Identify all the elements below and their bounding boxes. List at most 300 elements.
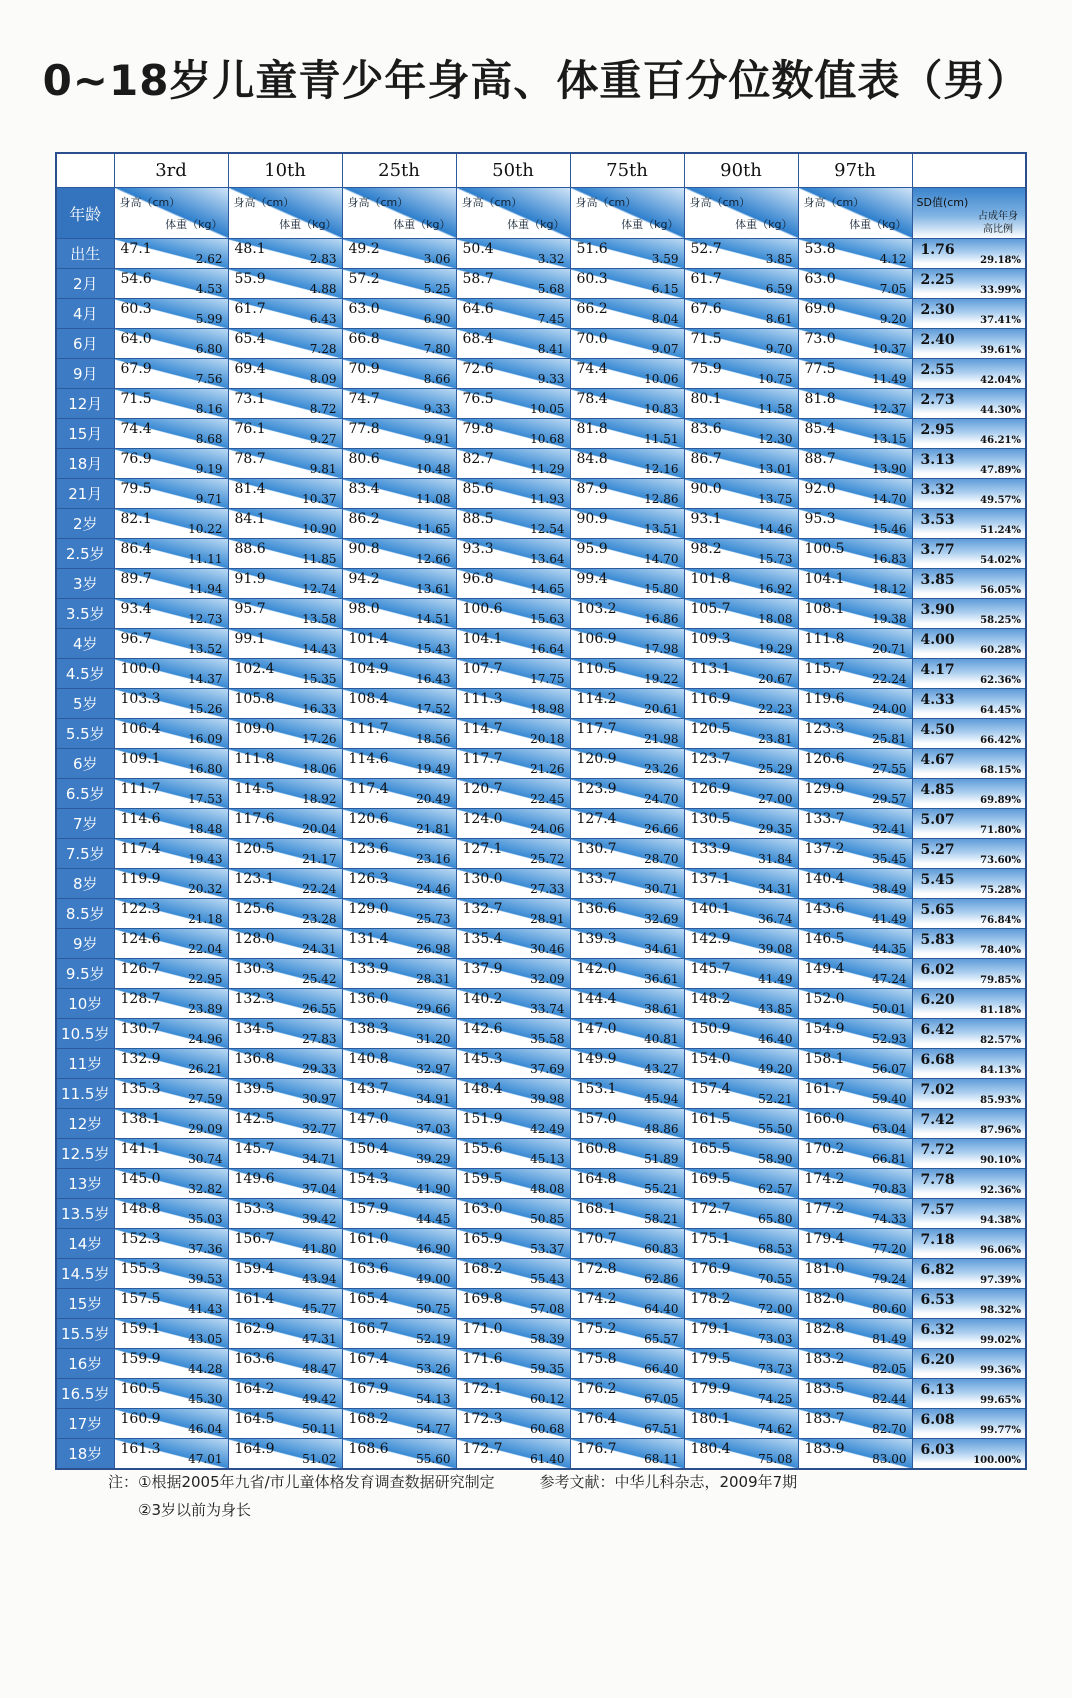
weight-value: 5.68 [537,282,565,296]
height-value: 107.7 [462,661,503,677]
height-value: 149.6 [234,1171,275,1187]
height-value: 125.6 [234,901,275,917]
height-weight-subheader [342,188,456,239]
weight-value: 74.33 [872,1212,907,1226]
height-value: 75.9 [690,361,722,377]
weight-value: 27.55 [872,762,907,776]
value-cell [798,449,912,479]
sd-cell [912,359,1026,389]
weight-value: 28.31 [416,972,451,986]
sd-cell [912,1109,1026,1139]
weight-value: 52.19 [416,1332,451,1346]
weight-value: 37.36 [188,1242,223,1256]
value-cell [114,719,228,749]
weight-value: 22.24 [872,672,907,686]
height-value: 77.5 [804,361,836,377]
height-value: 149.4 [804,961,845,977]
weight-value: 49.00 [416,1272,451,1286]
height-value: 153.3 [234,1201,275,1217]
table-row [56,1049,1026,1079]
height-value: 172.8 [576,1261,617,1277]
value-cell [228,839,342,869]
weight-value: 6.80 [195,342,223,356]
weight-value: 9.71 [195,492,223,506]
weight-value: 11.29 [530,462,565,476]
weight-value: 20.67 [758,672,793,686]
height-value: 140.4 [804,871,845,887]
weight-value: 11.11 [188,552,223,566]
value-cell [342,839,456,869]
ratio-value: 58.25% [980,615,1021,626]
value-cell [570,1409,684,1439]
weight-value: 9.27 [309,432,337,446]
height-value: 146.5 [804,931,845,947]
table-row [56,1139,1026,1169]
weight-value: 29.09 [188,1122,223,1136]
height-value: 82.1 [120,511,152,527]
sd-value: 6.32 [920,1322,955,1338]
value-cell [114,989,228,1019]
ratio-value: 100.00% [973,1455,1021,1466]
sd-cell [912,599,1026,629]
weight-value: 66.81 [872,1152,907,1166]
value-cell [798,509,912,539]
weight-value: 32.41 [872,822,907,836]
value-cell [342,1079,456,1109]
ratio-value: 90.10% [980,1155,1021,1166]
value-cell [228,1019,342,1049]
height-value: 111.3 [462,691,503,707]
value-cell [798,779,912,809]
height-value: 124.0 [462,811,503,827]
value-cell [570,1019,684,1049]
height-value: 149.9 [576,1051,617,1067]
height-value: 95.3 [804,511,836,527]
weight-value: 19.49 [416,762,451,776]
weight-value: 43.05 [188,1332,223,1346]
value-cell [342,239,456,269]
weight-value: 32.69 [644,912,679,926]
weight-value: 59.35 [530,1362,565,1376]
height-value: 137.2 [804,841,845,857]
value-cell [684,1229,798,1259]
height-value: 117.4 [120,841,161,857]
height-value: 98.2 [690,541,722,557]
height-value: 99.4 [576,571,608,587]
weight-value: 12.74 [302,582,337,596]
value-cell [570,839,684,869]
height-value: 126.9 [690,781,731,797]
value-cell [228,1259,342,1289]
value-cell [570,689,684,719]
weight-value: 5.99 [195,312,223,326]
weight-value: 45.77 [302,1302,337,1316]
value-cell [342,1019,456,1049]
value-cell [342,749,456,779]
height-value: 161.0 [348,1231,389,1247]
weight-value: 65.57 [644,1332,679,1346]
age-cell: 17岁 [56,1409,114,1439]
value-cell [114,1079,228,1109]
weight-value: 14.70 [872,492,907,506]
table-row [56,1289,1026,1319]
weight-value: 20.04 [302,822,337,836]
sd-cell [912,989,1026,1019]
weight-value: 8.41 [537,342,565,356]
weight-value: 15.43 [416,642,451,656]
value-cell [798,929,912,959]
weight-value: 18.92 [302,792,337,806]
ratio-value: 99.65% [980,1395,1021,1406]
height-value: 63.0 [348,301,380,317]
height-value: 64.6 [462,301,494,317]
height-value: 70.9 [348,361,380,377]
weight-value: 73.03 [758,1332,793,1346]
height-value: 90.8 [348,541,380,557]
value-cell [342,959,456,989]
height-value: 148.8 [120,1201,161,1217]
value-cell [684,689,798,719]
height-value: 95.9 [576,541,608,557]
height-value: 137.1 [690,871,731,887]
height-value: 159.4 [234,1261,275,1277]
weight-value: 9.33 [537,372,565,386]
value-cell [684,599,798,629]
table-row [56,1019,1026,1049]
table-row [56,1409,1026,1439]
sd-value: 3.85 [920,572,955,588]
sd-value: 6.20 [920,1352,955,1368]
value-cell [114,839,228,869]
table-row [56,1229,1026,1259]
height-value: 157.9 [348,1201,389,1217]
height-value: 180.4 [690,1441,731,1457]
height-value: 145.3 [462,1051,503,1067]
height-value: 179.4 [804,1231,845,1247]
age-cell: 14.5岁 [56,1259,114,1289]
value-cell [456,509,570,539]
ratio-value: 29.18% [980,255,1021,266]
height-value: 157.5 [120,1291,161,1307]
value-cell [684,1049,798,1079]
weight-value: 61.40 [530,1452,565,1466]
value-cell [114,1259,228,1289]
height-value: 164.8 [576,1171,617,1187]
height-value: 142.5 [234,1111,275,1127]
value-cell [342,509,456,539]
height-value: 93.3 [462,541,494,557]
height-value: 74.4 [576,361,608,377]
table-row [56,899,1026,929]
height-value: 142.9 [690,931,731,947]
ratio-value: 78.40% [980,945,1021,956]
sd-value: 4.33 [920,692,955,708]
height-value: 122.3 [120,901,161,917]
weight-value: 21.26 [530,762,565,776]
weight-value: 55.21 [644,1182,679,1196]
weight-value: 34.91 [416,1092,451,1106]
value-cell [570,1079,684,1109]
weight-value: 39.29 [416,1152,451,1166]
value-cell [228,689,342,719]
value-cell [342,1139,456,1169]
sd-value: 2.73 [920,392,955,408]
height-value: 120.6 [348,811,389,827]
height-value: 123.6 [348,841,389,857]
weight-value: 5.25 [423,282,451,296]
weight-value: 13.64 [530,552,565,566]
table-row [56,389,1026,419]
age-cell: 11岁 [56,1049,114,1079]
value-cell [798,239,912,269]
value-cell [798,899,912,929]
weight-value: 43.27 [644,1062,679,1076]
ratio-value: 82.57% [980,1035,1021,1046]
value-cell [570,1049,684,1079]
weight-value: 20.61 [644,702,679,716]
value-cell [228,929,342,959]
weight-label: 体重（kg） [735,218,793,231]
height-value: 74.4 [120,421,152,437]
value-cell [684,659,798,689]
weight-value: 13.01 [758,462,793,476]
value-cell [684,419,798,449]
height-value: 69.0 [804,301,836,317]
height-value: 157.4 [690,1081,731,1097]
value-cell [456,689,570,719]
table-row [56,1199,1026,1229]
height-value: 140.2 [462,991,503,1007]
weight-value: 16.33 [302,702,337,716]
sd-value: 7.78 [920,1172,955,1188]
weight-value: 50.11 [302,1422,337,1436]
sd-cell [912,1049,1026,1079]
weight-value: 54.77 [416,1422,451,1436]
height-value: 50.4 [462,241,494,257]
ratio-value: 96.06% [980,1245,1021,1256]
height-value: 140.1 [690,901,731,917]
value-cell [456,779,570,809]
weight-value: 12.66 [416,552,451,566]
age-cell: 7岁 [56,809,114,839]
weight-value: 12.30 [758,432,793,446]
weight-value: 25.72 [530,852,565,866]
value-cell [570,539,684,569]
weight-value: 41.49 [758,972,793,986]
value-cell [228,809,342,839]
weight-value: 39.42 [302,1212,337,1226]
table-row [56,869,1026,899]
value-cell [228,1079,342,1109]
height-value: 69.4 [234,361,266,377]
weight-value: 9.91 [423,432,451,446]
age-cell: 4.5岁 [56,659,114,689]
weight-value: 51.02 [302,1452,337,1466]
value-cell [456,869,570,899]
height-value: 150.4 [348,1141,389,1157]
ratio-value: 51.24% [980,525,1021,536]
value-cell [456,389,570,419]
value-cell [684,1439,798,1470]
weight-value: 9.20 [879,312,907,326]
sd-cell [912,1439,1026,1470]
height-value: 130.7 [576,841,617,857]
height-value: 169.8 [462,1291,503,1307]
value-cell [798,359,912,389]
weight-label: 体重（kg） [279,218,337,231]
weight-value: 24.06 [530,822,565,836]
value-cell [228,449,342,479]
height-value: 104.1 [462,631,503,647]
height-value: 47.1 [120,241,152,257]
weight-value: 12.16 [644,462,679,476]
height-value: 86.7 [690,451,722,467]
sd-cell [912,1379,1026,1409]
value-cell [114,299,228,329]
height-value: 155.3 [120,1261,161,1277]
sd-value: 6.13 [920,1382,955,1398]
weight-value: 16.64 [530,642,565,656]
weight-value: 13.61 [416,582,451,596]
weight-value: 20.32 [188,882,223,896]
value-cell [798,1289,912,1319]
weight-value: 10.05 [530,402,565,416]
value-cell [798,1019,912,1049]
value-cell [114,1409,228,1439]
weight-value: 25.73 [416,912,451,926]
weight-value: 10.48 [416,462,451,476]
weight-value: 70.83 [872,1182,907,1196]
value-cell [342,929,456,959]
age-cell: 7.5岁 [56,839,114,869]
weight-value: 7.80 [423,342,451,356]
height-value: 94.2 [348,571,380,587]
sd-cell [912,779,1026,809]
table-row [56,659,1026,689]
sd-value: 6.03 [920,1442,955,1458]
sd-cell [912,1289,1026,1319]
age-cell: 9岁 [56,929,114,959]
weight-value: 13.15 [872,432,907,446]
weight-value: 3.59 [651,252,679,266]
height-value: 168.6 [348,1441,389,1457]
height-value: 88.5 [462,511,494,527]
height-value: 119.6 [804,691,845,707]
height-value: 171.0 [462,1321,503,1337]
height-value: 114.5 [234,781,275,797]
sd-cell [912,419,1026,449]
sd-subheader [912,188,1026,239]
value-cell [228,479,342,509]
height-value: 164.9 [234,1441,275,1457]
sd-cell [912,659,1026,689]
weight-value: 11.51 [644,432,679,446]
value-cell [228,599,342,629]
height-value: 165.5 [690,1141,731,1157]
height-value: 167.4 [348,1351,389,1367]
sd-value: 6.82 [920,1262,955,1278]
value-cell [570,989,684,1019]
height-value: 60.3 [120,301,152,317]
height-value: 93.1 [690,511,722,527]
height-value: 151.9 [462,1111,503,1127]
value-cell [456,419,570,449]
height-value: 139.3 [576,931,617,947]
weight-value: 41.90 [416,1182,451,1196]
value-cell [456,239,570,269]
table-row [56,1109,1026,1139]
value-cell [228,1409,342,1439]
weight-value: 15.46 [872,522,907,536]
value-cell [114,1019,228,1049]
weight-value: 12.37 [872,402,907,416]
weight-value: 38.61 [644,1002,679,1016]
sd-cell [912,629,1026,659]
height-value: 168.2 [348,1411,389,1427]
value-cell [228,899,342,929]
value-cell [798,1049,912,1079]
height-value: 100.5 [804,541,845,557]
weight-value: 4.53 [195,282,223,296]
value-cell [228,1049,342,1079]
value-cell [228,1439,342,1470]
height-weight-subheader [114,188,228,239]
value-cell [570,599,684,629]
value-cell [570,1109,684,1139]
age-cell: 18月 [56,449,114,479]
age-header: 年龄 [56,188,114,239]
weight-value: 11.94 [188,582,223,596]
weight-value: 74.25 [758,1392,793,1406]
ratio-value: 99.77% [980,1425,1021,1436]
sd-cell [912,509,1026,539]
table-row [56,1169,1026,1199]
value-cell [684,929,798,959]
value-cell [570,629,684,659]
height-value: 120.5 [690,721,731,737]
height-value: 152.3 [120,1231,161,1247]
ratio-value: 99.02% [980,1335,1021,1346]
age-cell: 3岁 [56,569,114,599]
value-cell [228,569,342,599]
value-cell [456,1439,570,1470]
height-value: 57.2 [348,271,380,287]
height-value: 171.6 [462,1351,503,1367]
height-value: 139.5 [234,1081,275,1097]
value-cell [798,599,912,629]
value-cell [456,959,570,989]
age-cell: 6.5岁 [56,779,114,809]
value-cell [456,1379,570,1409]
weight-value: 13.75 [758,492,793,506]
weight-value: 80.60 [872,1302,907,1316]
weight-value: 24.00 [872,702,907,716]
weight-value: 51.89 [644,1152,679,1166]
weight-value: 8.72 [309,402,337,416]
age-cell: 6岁 [56,749,114,779]
value-cell [684,959,798,989]
sd-value: 4.50 [920,722,955,738]
weight-value: 23.28 [302,912,337,926]
weight-value: 24.46 [416,882,451,896]
sd-value: 3.32 [920,482,955,498]
value-cell [114,269,228,299]
weight-value: 40.81 [644,1032,679,1046]
value-cell [228,1229,342,1259]
weight-value: 60.68 [530,1422,565,1436]
ratio-label: 占成年身高比例 [978,211,1018,235]
value-cell [342,1229,456,1259]
